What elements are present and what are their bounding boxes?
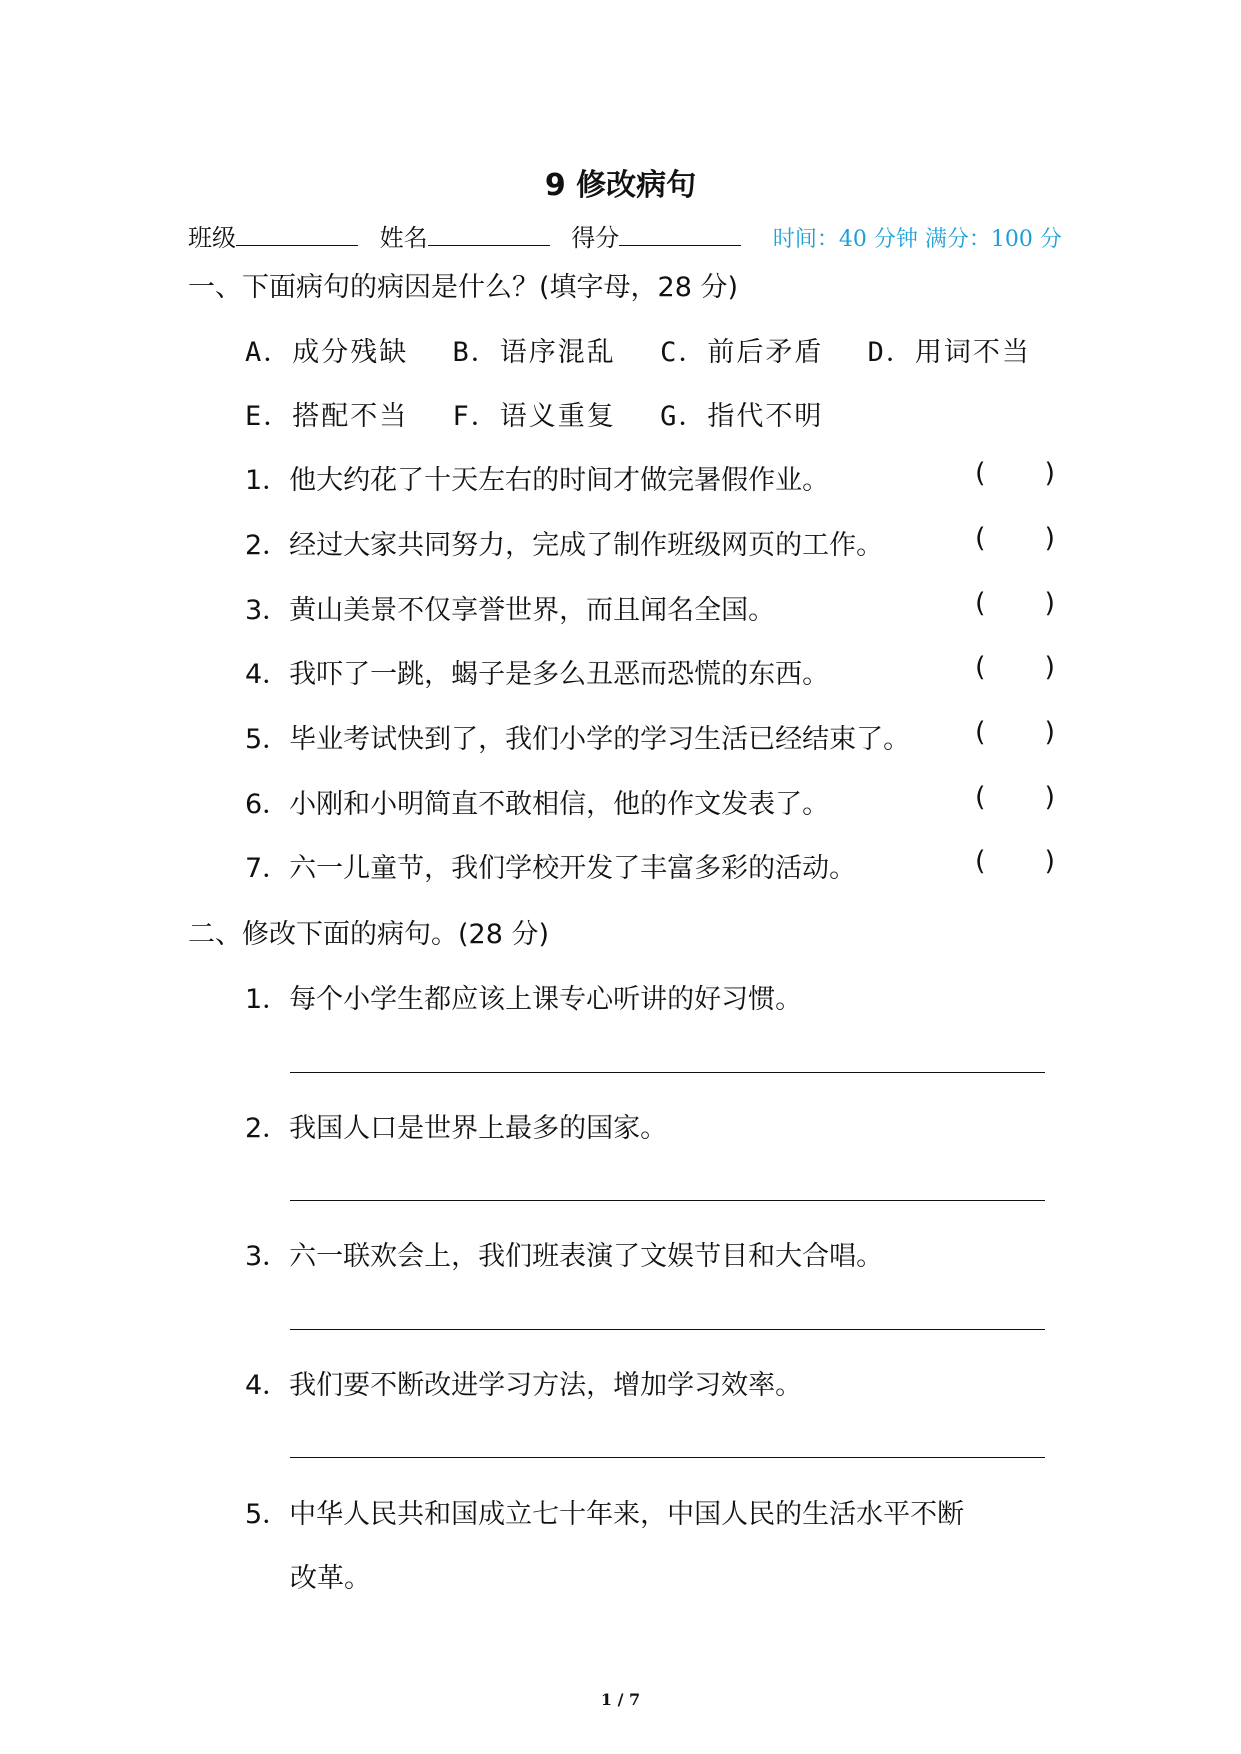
option-g: G．指代不明 <box>660 401 824 432</box>
s1-answer-5[interactable] <box>975 717 1055 748</box>
s2-question-4: 4．我们要不断改进学习方法，增加学习效率。 <box>245 1370 803 1401</box>
option-d: D．用词不当 <box>867 337 1031 368</box>
s1-question-2: 2．经过大家共同努力，完成了制作班级网页的工作。 <box>245 530 884 561</box>
class-label: 班级 <box>188 224 236 252</box>
s1-answer-4[interactable] <box>975 652 1055 683</box>
name-label: 姓名 <box>379 224 428 252</box>
paren-open: ( <box>975 846 986 877</box>
s1-question-6: 6．小刚和小明简直不敢相信，他的作文发表了。 <box>245 789 830 820</box>
paren-close: ) <box>1044 717 1055 748</box>
option-f: F．语义重复 <box>452 401 616 432</box>
student-info-row <box>188 218 1062 253</box>
paren-open: ( <box>975 458 986 489</box>
s2-question-2: 2．我国人口是世界上最多的国家。 <box>245 1113 668 1144</box>
page-title: 9 修改病句 <box>544 168 697 203</box>
s2-answer-line-4[interactable] <box>290 1457 1045 1458</box>
s1-answer-6[interactable] <box>975 782 1055 813</box>
paren-close: ) <box>1044 588 1055 619</box>
options-row-2 <box>245 394 849 433</box>
option-e: E．搭配不当 <box>245 401 409 432</box>
options-row-1 <box>245 330 1057 369</box>
paren-close: ) <box>1044 458 1055 489</box>
paren-open: ( <box>975 523 986 554</box>
s2-question-1: 1．每个小学生都应该上课专心听讲的好习惯。 <box>245 984 803 1015</box>
class-field[interactable] <box>236 227 358 246</box>
s1-question-3: 3．黄山美景不仅享誉世界，而且闻名全国。 <box>245 595 776 626</box>
s2-question-5-continuation: 改革。 <box>290 1563 371 1594</box>
section2-heading: 二、修改下面的病句。(28 分) <box>188 919 550 950</box>
s2-question-5: 5．中华人民共和国成立七十年来，中国人民的生活水平不断 <box>245 1499 965 1530</box>
section1-heading: 一、下面病句的病因是什么？(填字母，28 分) <box>188 272 739 303</box>
s1-question-7: 7．六一儿童节，我们学校开发了丰富多彩的活动。 <box>245 853 857 884</box>
paren-open: ( <box>975 717 986 748</box>
s2-question-3: 3．六一联欢会上，我们班表演了文娱节目和大合唱。 <box>245 1241 884 1272</box>
paren-open: ( <box>975 588 986 619</box>
paren-open: ( <box>975 782 986 813</box>
paren-open: ( <box>975 652 986 683</box>
time-score-info: 时间：40 分钟 满分：100 分 <box>772 227 1062 252</box>
name-field[interactable] <box>428 227 550 246</box>
s2-answer-line-1[interactable] <box>290 1072 1045 1073</box>
score-label: 得分 <box>571 224 620 252</box>
paren-close: ) <box>1044 846 1055 877</box>
s1-answer-3[interactable] <box>975 588 1055 619</box>
score-field[interactable] <box>619 227 741 246</box>
paren-close: ) <box>1044 652 1055 683</box>
s1-question-4: 4．我吓了一跳，蝎子是多么丑恶而恐慌的东西。 <box>245 659 830 690</box>
s2-answer-line-3[interactable] <box>290 1329 1045 1330</box>
option-a: A．成分残缺 <box>245 337 409 368</box>
s1-answer-1[interactable] <box>975 458 1055 489</box>
paren-close: ) <box>1044 782 1055 813</box>
paren-close: ) <box>1044 523 1055 554</box>
s1-answer-2[interactable] <box>975 523 1055 554</box>
s1-answer-7[interactable] <box>975 846 1055 877</box>
page-number: 1 / 7 <box>600 1690 641 1709</box>
option-c: C．前后矛盾 <box>660 337 824 368</box>
option-b: B．语序混乱 <box>452 337 616 368</box>
s1-question-1: 1．他大约花了十天左右的时间才做完暑假作业。 <box>245 465 830 496</box>
s1-question-5: 5．毕业考试快到了，我们小学的学习生活已经结束了。 <box>245 724 911 755</box>
s2-answer-line-2[interactable] <box>290 1200 1045 1201</box>
